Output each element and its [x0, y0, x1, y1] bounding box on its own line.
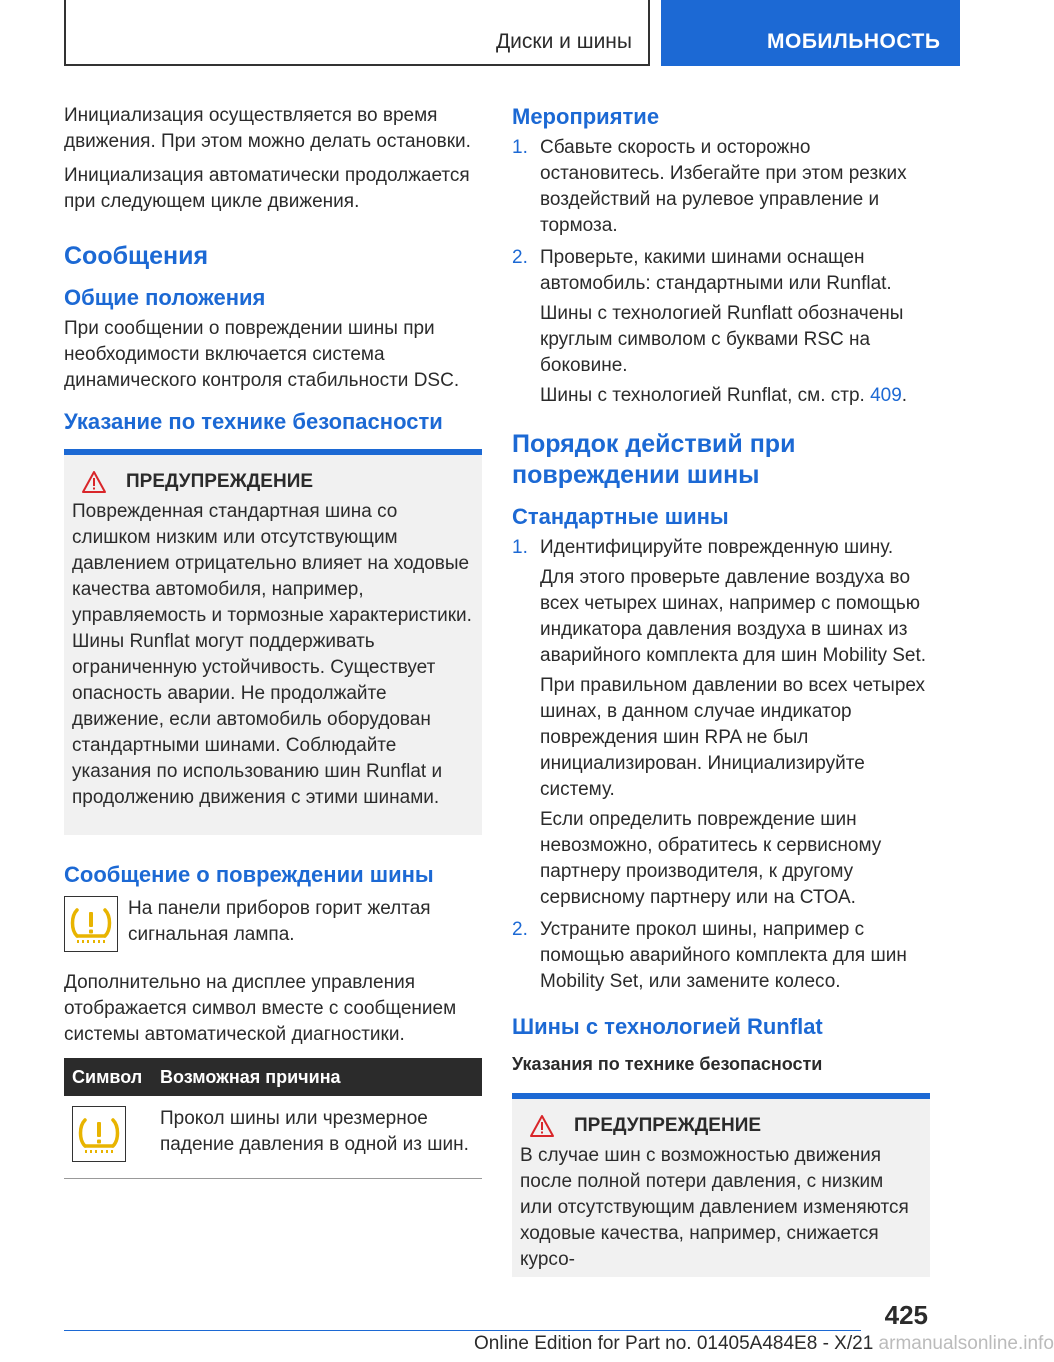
table-cell-symbol	[64, 1096, 152, 1179]
footer-edition	[474, 1333, 1054, 1355]
standard-step-1-note-a: Для этого проверьте давление воздуха во всех четырех шинах, например с помощью индикатора давления воздуха в шинах из аварийного комплекта для шин Mobility Set.	[540, 567, 927, 666]
heading-standard: Стандартные шины	[512, 504, 729, 529]
heading-general: Общие положения	[64, 285, 266, 310]
list-item	[512, 917, 930, 995]
list-number: 2.	[512, 919, 528, 940]
warning-box-2	[512, 1099, 930, 1277]
measure-step-2-note-b	[540, 383, 930, 409]
table-header-row	[64, 1058, 482, 1096]
measure-step-1: Сбавьте скорость и осторожно остановитесь. Избегайте при этом резких воздействий на рулевое управление и тормоза.	[540, 137, 907, 236]
measure-step-2: Проверьте, какими шинами оснащен автомобиль: стандартными или Runflat.	[540, 247, 892, 294]
edition-text: Online Edition for Part no. 01405A484E8 - X/21	[474, 1333, 874, 1354]
list-number: 2.	[512, 247, 528, 268]
header-chapter-title: МОБИЛЬНОСТЬ	[767, 30, 941, 53]
footer-rule	[64, 1330, 861, 1331]
warning-text: Поврежденная стандартная шина со слишком низким или отсутствующим давлением отрицательно влияет на ходовые качества автомобиля, например, управляемость и тормозные характеристики. Шины Runflat могут поддерживать ограниченную устойчивость. Существует опасность аварии. Не продолжайте движение, если автомобиль оборудован стандартными шинами. Соблюдайте указания по использованию шин Runflat и продолжению движения с этими шинами.	[72, 501, 472, 808]
left-column	[64, 103, 482, 1179]
heading-messages: Сообщения	[64, 242, 209, 270]
list-item	[512, 135, 930, 239]
tire-pressure-symbol-icon	[72, 1106, 126, 1162]
ref-end: .	[901, 385, 908, 406]
heading-safety: Указание по технике безопасности	[64, 409, 443, 434]
paragraph-init-1: Инициализация осуществляется во время движения. При этом можно делать остановки.	[64, 105, 471, 152]
symbol-table	[64, 1058, 482, 1179]
header-chapter-box	[661, 0, 960, 66]
table-cell-cause: Прокол шины или чрезмерное падение давления в одной из шин.	[152, 1096, 482, 1179]
warning-title: ПРЕДУПРЕЖДЕНИЕ	[126, 471, 314, 492]
heading-procedure: Порядок действий при повреждении шины	[512, 430, 796, 489]
table-header-symbol: Символ	[64, 1058, 152, 1096]
heading-measure: Мероприятие	[512, 104, 660, 129]
indicator-text: На панели приборов горит желтая сигнальная лампа.	[128, 898, 431, 945]
warning-header	[82, 471, 472, 493]
measure-list	[512, 135, 930, 409]
paragraph-general: При сообщении о повреждении шины при необходимости включается система динамического контроля стабильности DSC.	[64, 318, 460, 391]
measure-step-2-note-a: Шины с технологией Runflatt обозначены круглым символом с буквами RSC на боковине.	[540, 303, 904, 376]
warning-header-2	[530, 1115, 920, 1137]
paragraph-display: Дополнительно на дисплее управления отображается символ вместе с сообщением системы автоматической диагностики.	[64, 972, 457, 1045]
warning-text-2: В случае шин с возможностью движения после полной потери давления, с низким или отсутствующим давлением изменяются ходовые качества, например, снижается курсо-	[520, 1145, 909, 1270]
standard-step-2: Устраните прокол шины, например с помощью аварийного комплекта для шин Mobility Set, или замените колесо.	[540, 919, 907, 992]
warning-triangle-icon	[530, 1115, 554, 1137]
list-number: 1.	[512, 137, 528, 158]
indicator-row	[64, 896, 482, 956]
ref-text: Шины с технологией Runflat, см. стр.	[540, 385, 871, 406]
header-section-title: Диски и шины	[495, 30, 632, 53]
tire-pressure-warning-icon	[64, 896, 118, 952]
heading-tire-message: Сообщение о повреждении шины	[64, 862, 434, 887]
standard-step-1-note-b: При правильном давлении во всех четырех шинах, в данном случае индикатор повреждения шин RPA не был инициализирован. Инициализируйте систему.	[540, 675, 926, 800]
list-number: 1.	[512, 537, 528, 558]
page-ref-link[interactable]: 409	[870, 385, 902, 406]
right-column	[512, 103, 930, 1277]
warning-box	[64, 455, 482, 835]
warning-triangle-icon	[82, 471, 106, 493]
list-item	[512, 245, 930, 409]
header-section-box	[64, 0, 650, 66]
heading-runflat-safety: Указания по технике безопасности	[512, 1054, 823, 1074]
paragraph-init-2: Инициализация автоматически продолжается при следующем цикле движения.	[64, 165, 470, 212]
standard-step-1: Идентифицируйте поврежденную шину.	[540, 537, 894, 558]
heading-runflat: Шины с технологией Runflat	[512, 1014, 823, 1039]
table-row	[64, 1096, 482, 1179]
list-item	[512, 535, 930, 911]
watermark-text: armanualsonline.info	[878, 1333, 1054, 1354]
table-header-cause: Возможная причина	[152, 1058, 482, 1096]
page-number: 425	[884, 1300, 928, 1330]
standard-list	[512, 535, 930, 995]
warning-title-2: ПРЕДУПРЕЖДЕНИЕ	[574, 1115, 762, 1136]
standard-step-1-note-c: Если определить повреждение шин невозможно, обратитесь к сервисному партнеру производителя, к другому сервисному партнеру или на СТОА.	[540, 809, 882, 908]
